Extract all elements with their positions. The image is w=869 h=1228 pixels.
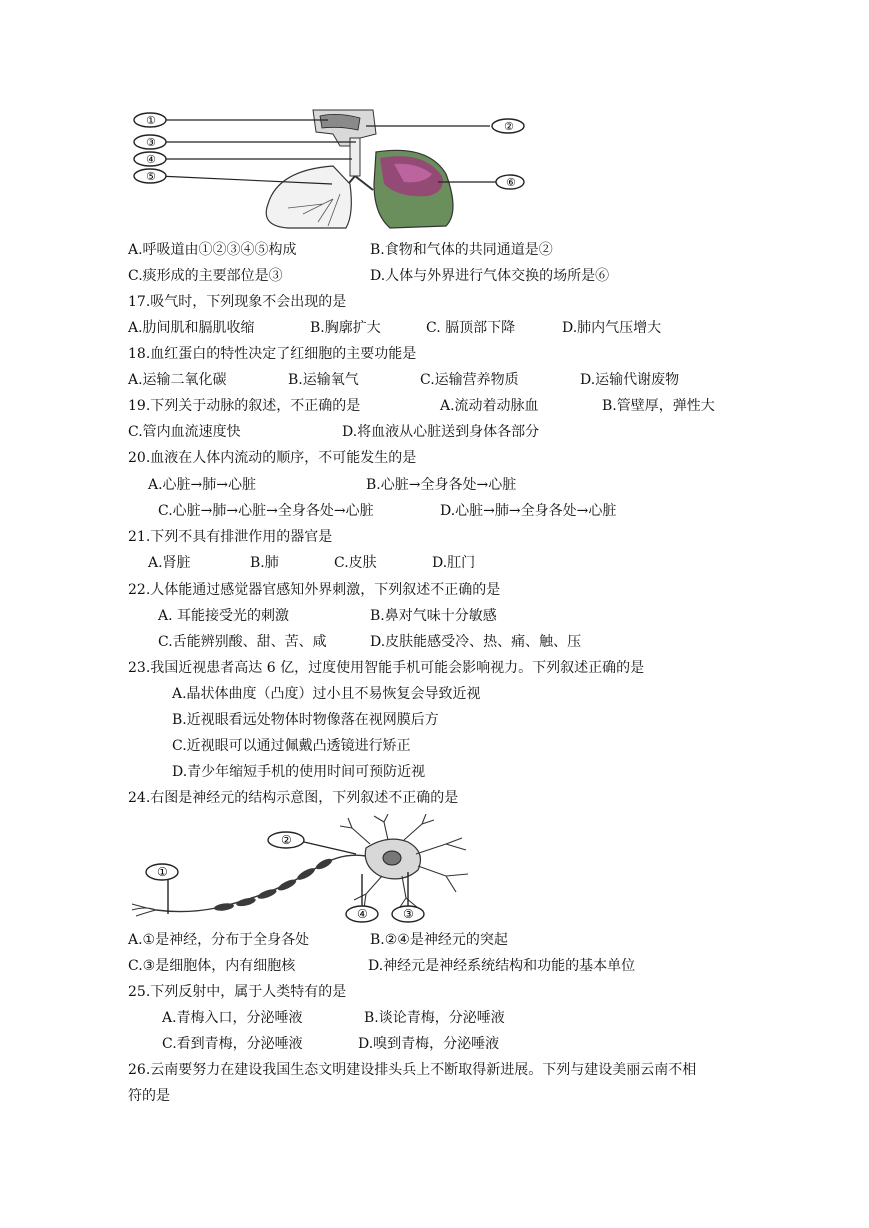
q25-stem: 25.下列反射中，属于人类特有的是 xyxy=(128,984,347,1000)
q19-stem: 19.下列关于动脉的叙述，不正确的是 xyxy=(128,398,361,414)
q22-option-d: D.皮肤能感受冷、热、痛、触、压 xyxy=(370,634,582,650)
q18-option-b: B.运输氧气 xyxy=(288,372,359,388)
respiratory-system-figure xyxy=(128,104,528,230)
q23-option-a: A.晶状体曲度（凸度）过小且不易恢复会导致近视 xyxy=(172,686,481,702)
q17-option-b: B.胸廓扩大 xyxy=(310,320,381,336)
q22-option-b: B.鼻对气味十分敏感 xyxy=(370,608,497,624)
q21-option-d: D.肛门 xyxy=(432,555,476,571)
q23-option-c: C.近视眼可以通过佩戴凸透镜进行矫正 xyxy=(172,738,411,754)
q24-option-c: C.③是细胞体，内有细胞核 xyxy=(128,958,296,974)
q25-option-d: D.嗅到青梅，分泌唾液 xyxy=(358,1036,500,1052)
figure-label-3: ③ xyxy=(146,136,156,149)
neuron-diagram xyxy=(126,814,496,926)
q23-option-d: D.青少年缩短手机的使用时间可预防近视 xyxy=(172,764,426,780)
q19-option-c: C.管内血流速度快 xyxy=(128,424,241,440)
q21-option-a: A.肾脏 xyxy=(148,555,191,571)
neuron-label-4: ④ xyxy=(357,907,368,921)
figure-label-1: ① xyxy=(146,114,156,127)
q19-option-a: A.流动着动脉血 xyxy=(440,398,539,414)
figure-label-4: ④ xyxy=(146,153,156,166)
q17-option-a: A.肋间肌和膈肌收缩 xyxy=(128,320,255,336)
q22-stem: 22.人体能通过感觉器官感知外界刺激，下列叙述不正确的是 xyxy=(128,582,501,598)
q23-option-b: B.近视眼看远处物体时物像落在视网膜后方 xyxy=(172,712,439,728)
q24-option-d: D.神经元是神经系统结构和功能的基本单位 xyxy=(368,958,636,974)
q17-stem: 17.吸气时，下列现象不会出现的是 xyxy=(128,294,347,310)
q20-option-d: D.心脏→肺→全身各处→心脏 xyxy=(440,503,617,519)
neuron-label-2: ② xyxy=(281,833,292,847)
q21-option-c: C.皮肤 xyxy=(334,555,377,571)
q18-option-c: C.运输营养物质 xyxy=(420,372,519,388)
q21-stem: 21.下列不具有排泄作用的器官是 xyxy=(128,529,333,545)
neuron-label-3: ③ xyxy=(403,907,414,921)
q18-option-a: A.运输二氧化碳 xyxy=(128,372,227,388)
q20-option-b: B.心脏→全身各处→心脏 xyxy=(366,477,517,493)
q22-option-a: A. 耳能接受光的刺激 xyxy=(158,608,290,624)
neuron-figure xyxy=(126,814,496,926)
q19-option-d: D.将血液从心脏送到身体各部分 xyxy=(342,424,540,440)
q17-option-c: C. 膈顶部下降 xyxy=(426,320,516,336)
q20-option-a: A.心脏→肺→心脏 xyxy=(148,477,257,493)
q19-option-b: B.管壁厚，弹性大 xyxy=(602,398,715,414)
q18-stem: 18.血红蛋白的特性决定了红细胞的主要功能是 xyxy=(128,346,417,362)
q17-option-d: D.肺内气压增大 xyxy=(562,320,662,336)
figure-label-2: ② xyxy=(504,120,514,133)
q24-option-a: A.①是神经，分布于全身各处 xyxy=(128,932,310,948)
q21-option-b: B.肺 xyxy=(250,555,279,571)
q20-option-c: C.心脏→肺→心脏→全身各处→心脏 xyxy=(158,503,374,519)
q20-stem: 20.血液在人体内流动的顺序，不可能发生的是 xyxy=(128,450,417,466)
q26-stem-line1: 26.云南要努力在建设我国生态文明建设排头兵上不断取得新进展。下列与建设美丽云南不相 xyxy=(128,1062,697,1078)
neuron-label-1: ① xyxy=(157,865,168,879)
q24-option-b: B.②④是神经元的突起 xyxy=(370,932,508,948)
q16-option-a: A.呼吸道由①②③④⑤构成 xyxy=(128,242,297,258)
respiratory-diagram xyxy=(128,104,528,230)
q25-option-c: C.看到青梅，分泌唾液 xyxy=(162,1036,303,1052)
q18-option-d: D.运输代谢废物 xyxy=(580,372,680,388)
q16-option-b: B.食物和气体的共同通道是② xyxy=(370,242,553,258)
q24-stem: 24.右图是神经元的结构示意图，下列叙述不正确的是 xyxy=(128,790,459,806)
figure-label-6: ⑥ xyxy=(506,176,516,189)
q26-stem-line2: 符的是 xyxy=(128,1088,170,1104)
q16-option-c: C.痰形成的主要部位是③ xyxy=(128,268,283,284)
q22-option-c: C.舌能辨别酸、甜、苦、咸 xyxy=(158,634,327,650)
q16-option-d: D.人体与外界进行气体交换的场所是⑥ xyxy=(370,268,610,284)
q23-stem: 23.我国近视患者高达 6 亿，过度使用智能手机可能会影响视力。下列叙述正确的是 xyxy=(128,660,645,676)
q25-option-b: B.谈论青梅，分泌唾液 xyxy=(364,1010,505,1026)
q25-option-a: A.青梅入口，分泌唾液 xyxy=(162,1010,303,1026)
figure-label-5: ⑤ xyxy=(146,170,156,183)
